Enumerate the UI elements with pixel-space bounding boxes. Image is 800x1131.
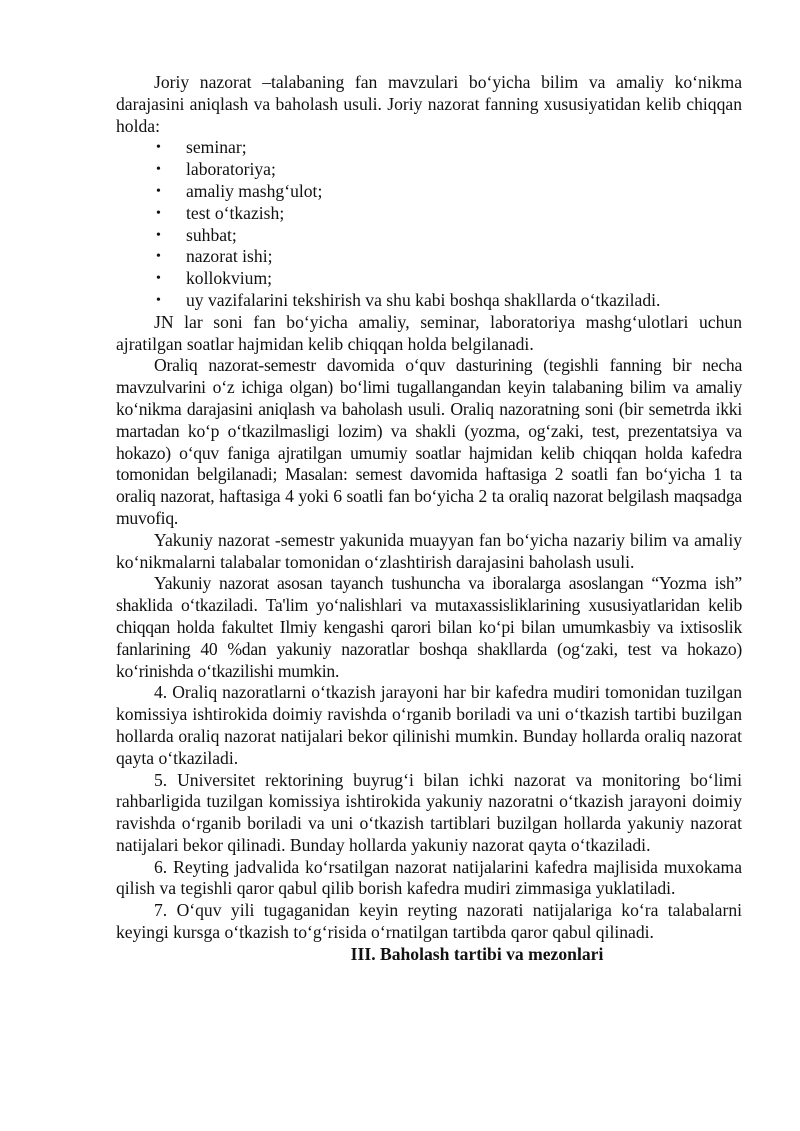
midterm-control-paragraph: Oraliq nazorat-semestr davomida o‘quv dasturining (tegishli fanning bir necha mavzulvarini o‘z ichiga olgan) bo‘limi tugallangandan keyin talabaning bilim va amaliy ko‘nikma darajasini aniqlash va baholash usuli. Oraliq nazoratning soni (bir semetrda ikki martadan ko‘p o‘tkazilmasligi lozim) va shakli (yozma, og‘zaki, test, prezentatsiya va hokazo) o‘quv faniga ajratilgan umumiy soatlar hajmidan kelib chiqqan holda kafedra tomonidan belgilanadi; Masalan: semest davomida haftasiga 2 soatli fan bo‘yicha 1 ta oraliq nazorat, haftasiga 4 yoki 6 soatli fan bo‘yicha 2 ta oraliq nazorat belgilash maqsadga muvofiq. [116, 355, 742, 528]
list-item: • uy vazifalarini tekshirish va shu kabi boshqa shakllarda o‘tkaziladi. [156, 289, 661, 310]
bullet-icon: • [156, 162, 161, 178]
list-item: • seminar; [156, 137, 247, 158]
bullet-icon: • [156, 292, 161, 308]
intro-paragraph: Joriy nazorat –talabaning fan mavzulari bo‘yicha bilim va amaliy ko‘nikma darajasini aniqlash va baholash usuli. Joriy nazorat fanning xususiyatidan kelib chiqqan holda: [116, 72, 742, 136]
final-control-definition-paragraph: Yakuniy nazorat -semestr yakunida muayyan fan bo‘yicha nazariy bilim va amaliy ko‘nikmalarni talabalar tomonidan o‘zlashtirish darajasini baholash usuli. [116, 529, 742, 572]
list-item: • kollokvium; [156, 268, 273, 289]
item-4-paragraph: 4. Oraliq nazoratlarni o‘tkazish jarayoni har bir kafedra mudiri tomonidan tuzilgan komissiya ishtirokida doimiy ravishda o‘rganib boriladi va uni o‘tkazish tartibi buzilgan hollarda oraliq nazorat natijalari bekor qilinishi mumkin. Bunday hollarda oraliq nazorat qayta o‘tkaziladi. [116, 682, 742, 768]
list-item: • amaliy mashg‘ulot; [156, 180, 323, 201]
control-forms-list [116, 137, 742, 311]
list-item: • suhbat; [156, 224, 237, 245]
section-heading: III. Baholash tartibi va mezonlari [350, 943, 604, 964]
bullet-icon: • [156, 271, 161, 287]
list-item: • test o‘tkazish; [156, 202, 285, 223]
final-control-form-paragraph: Yakuniy nazorat asosan tayanch tushuncha va iboralarga asoslangan “Yozma ish” shaklida o‘tkaziladi. Ta'lim yo‘nalishlari va mutaxassisliklarining xususiyatlaridan kelib chiqqan holda fakultet Ilmiy kengashi qarori bilan ko‘pi bilan umumkasbiy va ixtisoslik fanlarining 40 %dan yakuniy nazoratlar boshqa shakllarda (og‘zaki, test va hokazo) ko‘rinishda o‘tkazilishi mumkin. [116, 573, 742, 681]
item-5-paragraph: 5. Universitet rektorining buyrug‘i bilan ichki nazorat va monitoring bo‘limi rahbarligida tuzilgan komissiya ishtirokida yakuniy nazoratni o‘tkazish jarayoni doimiy ravishda o‘rganib boriladi va uni o‘tkazish tartiblari buzilgan hollarda yakuniy nazorat natijalari bekor qilinadi. Bunday hollarda yakuniy nazorat qayta o‘tkaziladi. [116, 769, 742, 855]
list-item: • laboratoriya; [156, 159, 276, 180]
bullet-icon: • [156, 140, 161, 156]
list-item: • nazorat ishi; [156, 246, 273, 267]
item-6-paragraph: 6. Reyting jadvalida ko‘rsatilgan nazorat natijalarini kafedra majlisida muxokama qilish va tegishli qaror qabul qilib borish kafedra mudiri zimmasiga yuklatiladi. [116, 856, 742, 899]
bullet-icon: • [156, 227, 161, 243]
bullet-icon: • [156, 249, 161, 265]
bullet-icon: • [156, 183, 161, 199]
bullet-icon: • [156, 205, 161, 221]
item-7-paragraph: 7. O‘quv yili tugaganidan keyin reyting nazorati natijalariga ko‘ra talabalarni keyingi kursga o‘tkazish to‘g‘risida o‘rnatilgan tartibda qaror qabul qilinadi. [116, 900, 742, 943]
document-page [116, 72, 742, 966]
jn-count-paragraph: JN lar soni fan bo‘yicha amaliy, seminar, laboratoriya mashg‘ulotlari uchun ajratilgan soatlar hajmidan kelib chiqqan holda belgilanadi. [116, 311, 742, 354]
